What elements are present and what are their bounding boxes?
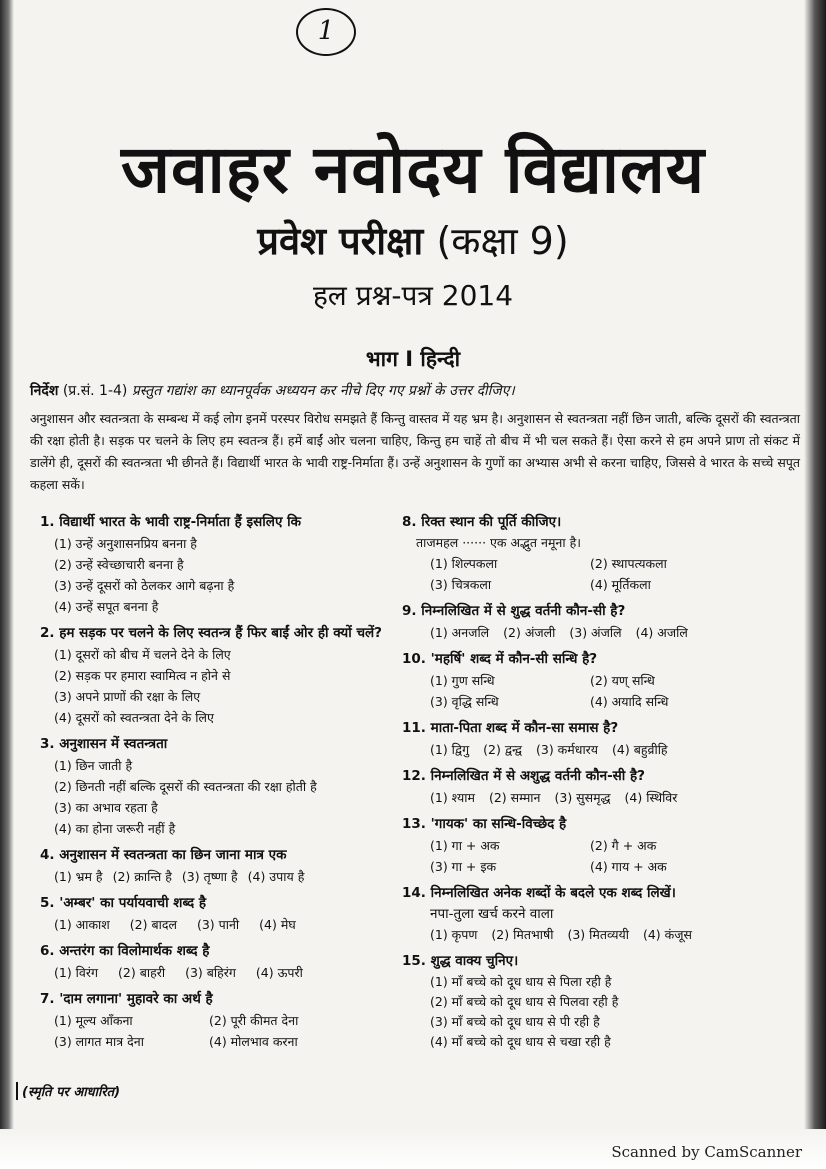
option: (3) चित्रकला <box>430 577 492 592</box>
option: (2) मितभाषी <box>491 927 554 942</box>
question-text: 'अम्बर' का पर्यायवाची शब्द है <box>59 895 207 911</box>
question-number: 2. <box>40 625 55 641</box>
option: (4) उपाय है <box>247 869 305 884</box>
option: (3) अपने प्राणों की रक्षा के लिए <box>54 689 201 704</box>
option: (3) उन्हें दूसरों को ठेलकर आगे बढ़ना है <box>54 578 235 593</box>
question-number: 5. <box>40 895 55 911</box>
question-13 <box>402 814 784 877</box>
footnote-text: स्मृति पर आधारित <box>27 1085 115 1100</box>
question-text: निम्नलिखित अनेक शब्दों के बदले एक शब्द लिखें। <box>430 885 676 901</box>
instruction <box>30 381 800 400</box>
option: (1) उन्हें अनुशासनप्रिय बनना है <box>54 536 197 551</box>
option: (3) मितव्ययी <box>567 927 629 942</box>
exam-name: प्रवेश परीक्षा <box>257 219 424 263</box>
question-text: 'महर्षि' शब्द में कौन-सी सन्धि है? <box>430 651 598 667</box>
question-9 <box>402 601 784 643</box>
option: (4) मोलभाव करना <box>209 1034 298 1049</box>
option: (4) उन्हें सपूत बनना है <box>54 599 159 614</box>
option: (1) गा + अक <box>430 838 500 853</box>
question-number: 6. <box>40 943 55 959</box>
scanner-watermark: Scanned by CamScanner <box>611 1143 802 1161</box>
question-text: रिक्त स्थान की पूर्ति कीजिए। <box>421 514 562 530</box>
question-subtext: ताजमहल ······ एक अद्भुत नमूना है। <box>416 535 581 550</box>
question-number: 1. <box>40 514 55 530</box>
option: (3) सुसमृद्ध <box>554 790 611 805</box>
option: (4) अयादि सन्धि <box>590 694 669 709</box>
exam-class: (कक्षा 9) <box>436 219 569 263</box>
question-number: 13. <box>402 816 426 832</box>
option: (4) दूसरों को स्वतन्त्रता देने के लिए <box>54 710 214 725</box>
instruction-text: प्रस्तुत गद्यांश का ध्यानपूर्वक अध्ययन कर नीचे दिए गए प्रश्नों के उत्तर दीजिए। <box>131 383 515 399</box>
option: (3) पानी <box>196 917 240 932</box>
option: (1) माँ बच्चे को दूध धाय से पिला रही है <box>430 974 612 989</box>
option: (1) छिन जाती है <box>54 758 133 773</box>
option: (4) ऊपरी <box>255 965 303 980</box>
option: (2) अंजली <box>503 625 556 640</box>
question-number: 15. <box>402 953 426 969</box>
question-number: 10. <box>402 651 426 667</box>
option: (3) तृष्णा है <box>181 869 238 884</box>
page-number: 1 <box>296 8 356 56</box>
option: (1) अनजलि <box>430 625 490 640</box>
option: (2) क्रान्ति है <box>112 869 172 884</box>
option: (1) भ्रम है <box>54 869 103 884</box>
option: (4) का होना जरूरी नहीं है <box>54 821 176 836</box>
question-number: 8. <box>402 514 417 530</box>
option: (2) यण् सन्धि <box>590 673 655 688</box>
question-subtext: नपा-तुला खर्च करने वाला <box>430 906 554 922</box>
questions-right-column <box>402 512 784 1058</box>
page-title: जवाहर नवोदय विद्यालय <box>121 131 705 208</box>
option: (2) द्वन्द्व <box>483 742 522 757</box>
question-2 <box>40 623 385 728</box>
question-number: 14. <box>402 885 426 901</box>
option: (3) बहिरंग <box>185 965 236 980</box>
option: (1) विरंग <box>54 965 99 980</box>
question-14 <box>402 883 784 945</box>
question-text: 'दाम लगाना' मुहावरे का अर्थ है <box>59 991 213 1007</box>
question-7 <box>40 989 385 1052</box>
question-10 <box>402 649 784 712</box>
question-text: माता-पिता शब्द में कौन-सा समास है? <box>430 720 619 736</box>
question-number: 11. <box>402 720 426 736</box>
paper-label: हल प्रश्न-पत्र 2014 <box>312 279 514 312</box>
question-15 <box>402 951 784 1052</box>
instruction-label: निर्देश <box>30 383 59 399</box>
option: (4) बहुव्रीहि <box>612 742 668 757</box>
option: (2) छिनती नहीं बल्कि दूसरों की स्वतन्त्रता की रक्षा होती है <box>54 779 317 794</box>
option: (1) आकाश <box>54 917 110 932</box>
question-11 <box>402 718 784 760</box>
option: (2) उन्हें स्वेच्छाचारी बनना है <box>54 557 184 572</box>
option: (2) सम्मान <box>488 790 541 805</box>
option: (2) बादल <box>129 917 177 932</box>
question-text: अनुशासन में स्वतन्त्रता <box>59 736 168 752</box>
option: (3) गा + इक <box>430 859 497 874</box>
question-12 <box>402 766 784 808</box>
question-3 <box>40 734 385 839</box>
question-number: 9. <box>402 603 417 619</box>
question-number: 3. <box>40 736 55 752</box>
part-heading: भाग I हिन्दी <box>365 347 461 371</box>
question-text: निम्नलिखित में से शुद्ध वर्तनी कौन-सी है? <box>421 603 626 619</box>
option: (1) श्याम <box>430 790 475 805</box>
footnote: (स्मृति पर आधारित) <box>16 1082 120 1100</box>
option: (3) माँ बच्चे को दूध धाय से पी रही है <box>430 1014 600 1029</box>
option: (4) अजलि <box>635 625 688 640</box>
question-number: 4. <box>40 847 55 863</box>
option: (3) कर्मधारय <box>536 742 599 757</box>
option: (2) गै + अक <box>590 838 657 853</box>
passage: अनुशासन और स्वतन्त्रता के सम्बन्ध में कई लोग इनमें परस्पर विरोध समझते हैं किन्तु वास्तव में यह भ्रम है। अनुशासन से स्वतन्त्रता नहीं छिन जाती, बल्कि दूसरों की स्वतन्त्रता की रक्षा होती है। सड़क पर चलने के लिए हम स्वतन्त्र हैं। हमें बाईं ओर चलना चाहिए, किन्तु हम चाहें तो बीच में भी चल सकते हैं। ऐसा करने से हम अपने प्राण तो संकट में डालेंगे ही, दूसरों की स्वतन्त्रता भी छीनते हैं। विद्यार्थी भारत के भावी राष्ट्र-निर्माता हैं। उन्हें अनुशासन के गुणों का अभ्यास अभी से करना चाहिए, जिससे वे भारत के सच्चे सपूत कहला सकें। <box>30 411 800 492</box>
option: (1) द्विगु <box>430 742 470 757</box>
option: (2) माँ बच्चे को दूध धाय से पिलवा रही है <box>430 994 619 1009</box>
question-8 <box>402 512 784 595</box>
exam-subtitle <box>0 214 826 266</box>
option: (1) कृपण <box>430 927 478 942</box>
option: (2) बाहरी <box>118 965 166 980</box>
question-text: अनुशासन में स्वतन्त्रता का छिन जाना मात्र एक <box>59 847 287 863</box>
option: (2) सड़क पर हमारा स्वामित्व न होने से <box>54 668 231 683</box>
question-text: विद्यार्थी भारत के भावी राष्ट्र-निर्माता हैं इसलिए कि <box>59 514 301 530</box>
question-number: 7. <box>40 991 55 1007</box>
option: (2) पूरी कीमत देना <box>209 1013 299 1028</box>
option: (1) मूल्य आँकना <box>54 1013 133 1028</box>
option: (3) का अभाव रहता है <box>54 800 158 815</box>
question-text: 'गायक' का सन्धि-विच्छेद है <box>430 816 567 832</box>
option: (4) गाय + अक <box>590 859 667 874</box>
question-text: अन्तरंग का विलोमार्थक शब्द है <box>59 943 210 959</box>
question-text: शुद्ध वाक्य चुनिए। <box>430 953 519 969</box>
option: (3) लागत मात्र देना <box>54 1034 144 1049</box>
question-1 <box>40 512 385 617</box>
question-number: 12. <box>402 768 426 784</box>
questions-left-column <box>40 512 385 1058</box>
question-4 <box>40 845 385 887</box>
option: (1) गुण सन्धि <box>430 673 495 688</box>
option: (2) स्थापत्यकला <box>590 556 667 571</box>
instruction-range: (प्र.सं. 1-4) <box>62 383 128 399</box>
option: (3) अंजलि <box>569 625 622 640</box>
question-text: हम सड़क पर चलने के लिए स्वतन्त्र हैं फिर बाईं ओर ही क्यों चलें? <box>59 625 383 641</box>
question-5 <box>40 893 385 935</box>
option: (4) मेघ <box>259 917 296 932</box>
option: (4) स्थिविर <box>624 790 678 805</box>
question-6 <box>40 941 385 983</box>
option: (4) माँ बच्चे को दूध धाय से चखा रही है <box>430 1034 611 1049</box>
option: (1) शिल्पकला <box>430 556 498 571</box>
option: (4) कंजूस <box>642 927 692 942</box>
option: (3) वृद्धि सन्धि <box>430 694 499 709</box>
question-text: निम्नलिखित में से अशुद्ध वर्तनी कौन-सी है? <box>430 768 645 784</box>
option: (1) दूसरों को बीच में चलने देने के लिए <box>54 647 231 662</box>
option: (4) मूर्तिकला <box>590 577 651 592</box>
